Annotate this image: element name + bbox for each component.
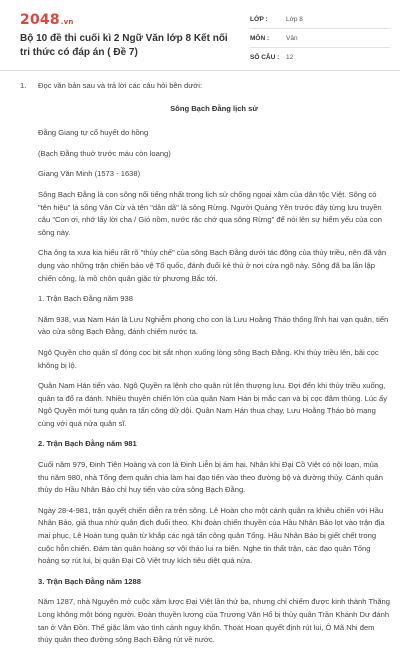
passage-title: Sông Bạch Đằng lịch sử (170, 103, 258, 113)
passage-paragraph: Cuối năm 979, Đinh Tiên Hoàng và con là Đinh Liễn bị ám hại. Nhân khi Đại Cồ Việt có nội loạn, mùa thu năm 980, nhà Tống đem quân chia làm hai đạo tiến vào theo đường bộ và đường thủy. Cánh quân thủy do Hầu Nhân Bảo chỉ huy tiến vào cửa sông Bạch Đằng. (38, 460, 383, 495)
passage-section-heading: 2. Trận Bạch Đằng năm 981 (38, 439, 137, 449)
meta-row-class (250, 10, 390, 29)
meta-label-subject: MÔN : (250, 34, 270, 42)
passage-paragraph: Ngày 28-4-981, trận quyết chiến diễn ra trên sông. Lê Hoàn cho một cánh quân ra khiêu chiến với Hầu Nhân Bảo, giả thua nhử quân địch đuổi theo. Khi đoàn chiến thuyền của Hầu Nhân Bảo lọt vào trận địa mai phục, Lê Hoàn tung quân từ khắp các ngả tấn công quân Tống. Hầu Nhân Bảo bị giết chết trong cuộc hỗn chiến. Đám tàn quân hoảng sợ vội tháo lui ra biển. Nghe tin thất trận, các đạo quân Tống hoảng sợ rút lui, bị quân Đại Cồ Việt truy kích tiêu diệt quá nửa. (38, 505, 385, 566)
passage-section-heading: 1. Trận Bạch Đằng năm 938 (38, 294, 133, 304)
passage-section-heading: 3. Trận Bạch Đằng năm 1288 (38, 576, 141, 586)
passage-paragraph: Đằng Giang tự cổ huyết do hồng (38, 128, 149, 138)
logo-text: 2048 (20, 12, 60, 28)
document-header (0, 0, 400, 71)
question-number: 1. (20, 81, 27, 90)
passage-paragraph: Năm 938, vua Nam Hán là Lưu Nghiễm phong cho con là Lưu Hoằng Tháo thống lĩnh hai vạn quân, tiến vào cửa sông Bạch Đằng, đánh chiếm nước ta. (38, 314, 389, 337)
document-title: Bộ 10 đề thi cuối kì 2 Ngữ Văn lớp 8 Kết nối tri thức có đáp án ( Đề 7) (20, 33, 228, 58)
meta-value-question-count: 12 (286, 53, 294, 61)
logo-suffix: .vn (60, 18, 74, 26)
meta-row-subject (250, 29, 390, 48)
passage-paragraph: Ngô Quyền cho quân sĩ đóng cọc bịt sắt nhọn xuống lòng sông Bạch Đằng. Khi thủy triều lên, bãi cọc không bị lộ. (38, 347, 379, 370)
meta-label-question-count: SỐ CÂU : (250, 53, 280, 61)
passage-paragraph: Cha ông ta xưa kia hiểu rất rõ "thủy chế" của sông Bạch Đằng dưới tác động của thủy triều, nên đã vận dụng vào những trận chiến bảo vệ Tổ quốc, đánh đuổi kẻ thù ở nơi cửa ngõ này. Sông đã ba lần lập chiến công, là mồ chôn quân giặc từ phương Bắc tới. (38, 248, 387, 283)
question-content (38, 80, 390, 655)
meta-row-question-count (250, 48, 390, 66)
question-instruction: Đọc văn bản sau và trả lời các câu hỏi bên dưới: (38, 81, 203, 90)
meta-label-class: LỚP : (250, 15, 268, 23)
passage-paragraph: Quân Nam Hán tiến vào. Ngô Quyền ra lệnh cho quân rút lên thượng lưu. Đợi đến khi thủy triều xuống, quân ta đổ ra đánh. Nhiều thuyền chiến lớn của quân Nam Hán bị mắc cạn và bị cọc đâm thủng. Lúc ấy Ngô Quyền mới tung quân ra tấn công dữ dội. Quân Nam Hán thua chạy, Lưu Hoằng Tháo bỏ mạng cùng với quá nửa quân sĩ. (38, 381, 388, 428)
passage-paragraph: Năm 1287, nhà Nguyên mở cuộc xâm lược Đại Việt lần thứ ba, nhưng chỉ chiếm được kinh thành Thăng Long không một bóng người. Đoàn thuyền lương của Trương Văn Hổ bị thủy quân Trần Khánh Dư đánh tan ở Vân Đồn. Thế giặc lâm vào tình cảnh nguy khốn. Thoát Hoan quyết định rút lui, Ô Mã Nhi đem thủy quân theo đường sông Bạch Đằng rút về nước. (38, 597, 391, 645)
passage-paragraph: (Bạch Đằng thuở trước máu còn loang) (38, 148, 171, 158)
meta-value-class: Lớp 8 (286, 15, 303, 23)
site-logo[interactable] (20, 12, 74, 28)
passage-paragraph: Giang Văn Minh (1573 - 1638) (38, 169, 141, 179)
passage-paragraph: Sông Bạch Đằng là con sông nổi tiếng nhất trong lịch sử chống ngoại xâm của dân tộc Việt. Sông có "tên hiệu" là sông Vân Cừ và tên "dân dã" là sông Rừng. Người Quảng Yên trước đây từng lưu truyền câu "Con ơi, nhớ lấy lời cha / Gió nồm, nước rặc chớ qua sông Rừng" để nói lên sự hiểm yếu của con sông này. (38, 189, 382, 237)
meta-value-subject: Văn (286, 34, 298, 42)
document-meta (250, 10, 390, 66)
